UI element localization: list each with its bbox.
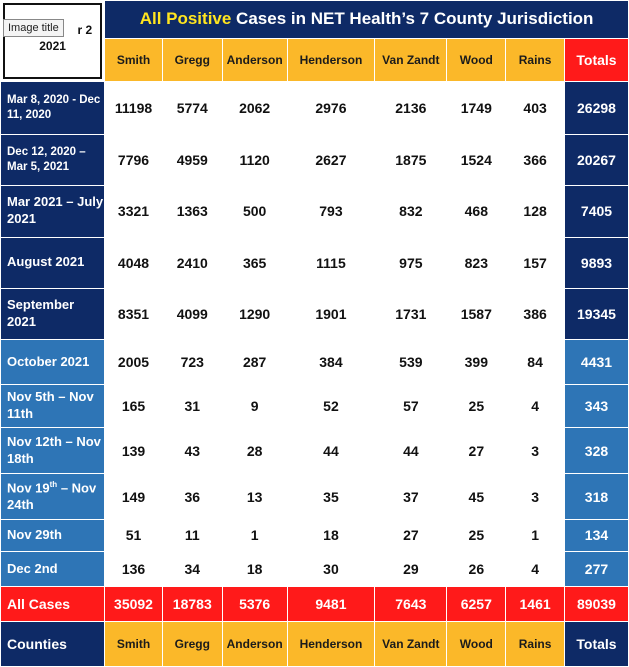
all-cases-label: All Cases — [1, 587, 105, 622]
table-cell: 136 — [105, 551, 163, 587]
table-cell: 18 — [222, 551, 287, 587]
table-row — [1, 237, 629, 288]
footer-county: Henderson — [287, 622, 375, 667]
table-cell: 365 — [222, 237, 287, 288]
table-cell: 44 — [287, 428, 375, 474]
column-header: Rains — [506, 38, 565, 81]
table-cell: 35 — [287, 474, 375, 520]
footer-county: Anderson — [222, 622, 287, 667]
row-total: 134 — [564, 520, 628, 552]
table-cell: 2627 — [287, 134, 375, 185]
table-cell: 31 — [162, 385, 222, 428]
table-cell: 2136 — [375, 81, 447, 134]
row-total: 7405 — [564, 185, 628, 237]
table-cell: 13 — [222, 474, 287, 520]
row-label: September 2021 — [1, 288, 105, 339]
table-cell: 1120 — [222, 134, 287, 185]
table-cell: 1115 — [287, 237, 375, 288]
table-row — [1, 520, 629, 552]
row-label: Nov 5th – Nov 11th — [1, 385, 105, 428]
corner-fragment: r 2 — [77, 23, 93, 37]
column-header: Anderson — [222, 38, 287, 81]
table-row — [1, 385, 629, 428]
table-cell: 165 — [105, 385, 163, 428]
table-cell: 403 — [506, 81, 565, 134]
table-cell: 3 — [506, 428, 565, 474]
table-cell: 30 — [287, 551, 375, 587]
row-label-prefix: Nov 19 — [7, 479, 50, 495]
table-cell: 2410 — [162, 237, 222, 288]
row-label-suffix: – Nov 24th — [7, 479, 97, 512]
table-cell: 1731 — [375, 288, 447, 339]
table-cell: 3 — [506, 474, 565, 520]
table-cell: 1290 — [222, 288, 287, 339]
table-cell: 2976 — [287, 81, 375, 134]
footer-row — [1, 622, 629, 667]
table-cell: 287 — [222, 339, 287, 385]
table-row — [1, 474, 629, 520]
image-title-tooltip: Image title — [3, 19, 64, 37]
table-cell: 57 — [375, 385, 447, 428]
table-row — [1, 428, 629, 474]
table-cell: 149 — [105, 474, 163, 520]
row-total: 343 — [564, 385, 628, 428]
table-title — [105, 1, 629, 39]
row-label: Mar 8, 2020 - Dec 11, 2020 — [1, 81, 105, 134]
table-cell: 832 — [375, 185, 447, 237]
table-cell: 52 — [287, 385, 375, 428]
table-cell: 11 — [162, 520, 222, 552]
table-cell: 823 — [447, 237, 506, 288]
table-cell: 500 — [222, 185, 287, 237]
corner-year: 2021 — [39, 39, 66, 53]
table-cell: 1 — [506, 520, 565, 552]
table-row — [1, 551, 629, 587]
table-cell: 11198 — [105, 81, 163, 134]
table-cell: 1587 — [447, 288, 506, 339]
table-row — [1, 134, 629, 185]
table-cell: 4099 — [162, 288, 222, 339]
table-cell: 384 — [287, 339, 375, 385]
table-row — [1, 81, 629, 134]
row-total: 4431 — [564, 339, 628, 385]
row-label: Dec 2nd — [1, 551, 105, 587]
row-label: Nov 29th — [1, 520, 105, 552]
all-cases-total: 89039 — [564, 587, 628, 622]
corner-cell — [1, 1, 105, 82]
table-cell: 366 — [506, 134, 565, 185]
table-cell: 1363 — [162, 185, 222, 237]
table-cell: 84 — [506, 339, 565, 385]
table-cell: 36 — [162, 474, 222, 520]
table-cell: 29 — [375, 551, 447, 587]
table-cell: 18 — [287, 520, 375, 552]
table-cell: 9 — [222, 385, 287, 428]
table-cell: 25 — [447, 385, 506, 428]
row-label: Dec 12, 2020 – Mar 5, 2021 — [1, 134, 105, 185]
table-cell: 25 — [447, 520, 506, 552]
table-cell: 4 — [506, 551, 565, 587]
table-cell: 1524 — [447, 134, 506, 185]
table-cell: 723 — [162, 339, 222, 385]
table-cell: 2005 — [105, 339, 163, 385]
row-total: 20267 — [564, 134, 628, 185]
table-cell: 27 — [375, 520, 447, 552]
all-cases-row — [1, 587, 629, 622]
table-cell: 37 — [375, 474, 447, 520]
table-cell: 45 — [447, 474, 506, 520]
footer-county: Wood — [447, 622, 506, 667]
footer-county: Gregg — [162, 622, 222, 667]
column-header: Van Zandt — [375, 38, 447, 81]
table-cell: 8351 — [105, 288, 163, 339]
totals-header: Totals — [564, 38, 628, 81]
table-cell: 1 — [222, 520, 287, 552]
table-cell: 27 — [447, 428, 506, 474]
table-cell: 4959 — [162, 134, 222, 185]
table-cell: 4048 — [105, 237, 163, 288]
all-cases-value: 18783 — [162, 587, 222, 622]
table-cell: 539 — [375, 339, 447, 385]
table-cell: 1749 — [447, 81, 506, 134]
table-row — [1, 339, 629, 385]
row-total: 277 — [564, 551, 628, 587]
table-cell: 139 — [105, 428, 163, 474]
row-total: 318 — [564, 474, 628, 520]
row-total: 9893 — [564, 237, 628, 288]
column-header: Smith — [105, 38, 163, 81]
table-cell: 399 — [447, 339, 506, 385]
table-cell: 4 — [506, 385, 565, 428]
table-cell: 1875 — [375, 134, 447, 185]
all-cases-value: 35092 — [105, 587, 163, 622]
table-cell: 51 — [105, 520, 163, 552]
all-cases-value: 5376 — [222, 587, 287, 622]
title-highlight: All Positive — [139, 9, 232, 29]
footer-totals: Totals — [564, 622, 628, 667]
table-row — [1, 288, 629, 339]
table-cell: 1901 — [287, 288, 375, 339]
title-rest: Cases in NET Health’s 7 County Jurisdiction — [231, 9, 594, 29]
table-cell: 793 — [287, 185, 375, 237]
table-row — [1, 185, 629, 237]
footer-county: Smith — [105, 622, 163, 667]
table-cell: 7796 — [105, 134, 163, 185]
table-cell: 3321 — [105, 185, 163, 237]
table-cell: 2062 — [222, 81, 287, 134]
table-cell: 128 — [506, 185, 565, 237]
table-cell: 43 — [162, 428, 222, 474]
row-label: August 2021 — [1, 237, 105, 288]
table-cell: 5774 — [162, 81, 222, 134]
table-cell: 975 — [375, 237, 447, 288]
footer-county: Rains — [506, 622, 565, 667]
table-cell: 28 — [222, 428, 287, 474]
table-cell: 386 — [506, 288, 565, 339]
row-label: October 2021 — [1, 339, 105, 385]
all-cases-value: 1461 — [506, 587, 565, 622]
table-cell: 34 — [162, 551, 222, 587]
row-total: 19345 — [564, 288, 628, 339]
table-cell: 157 — [506, 237, 565, 288]
row-total: 328 — [564, 428, 628, 474]
row-label-sup: th — [49, 479, 58, 489]
footer-county: Van Zandt — [375, 622, 447, 667]
column-header: Wood — [447, 38, 506, 81]
row-label — [1, 474, 105, 520]
counties-label: Counties — [1, 622, 105, 667]
all-cases-value: 9481 — [287, 587, 375, 622]
column-header: Gregg — [162, 38, 222, 81]
title-row — [1, 1, 629, 39]
all-cases-value: 6257 — [447, 587, 506, 622]
table-cell: 26 — [447, 551, 506, 587]
row-total: 26298 — [564, 81, 628, 134]
table-cell: 468 — [447, 185, 506, 237]
row-label: Nov 12th – Nov 18th — [1, 428, 105, 474]
all-cases-value: 7643 — [375, 587, 447, 622]
table-cell: 44 — [375, 428, 447, 474]
row-label: Mar 2021 – July 2021 — [1, 185, 105, 237]
column-header: Henderson — [287, 38, 375, 81]
